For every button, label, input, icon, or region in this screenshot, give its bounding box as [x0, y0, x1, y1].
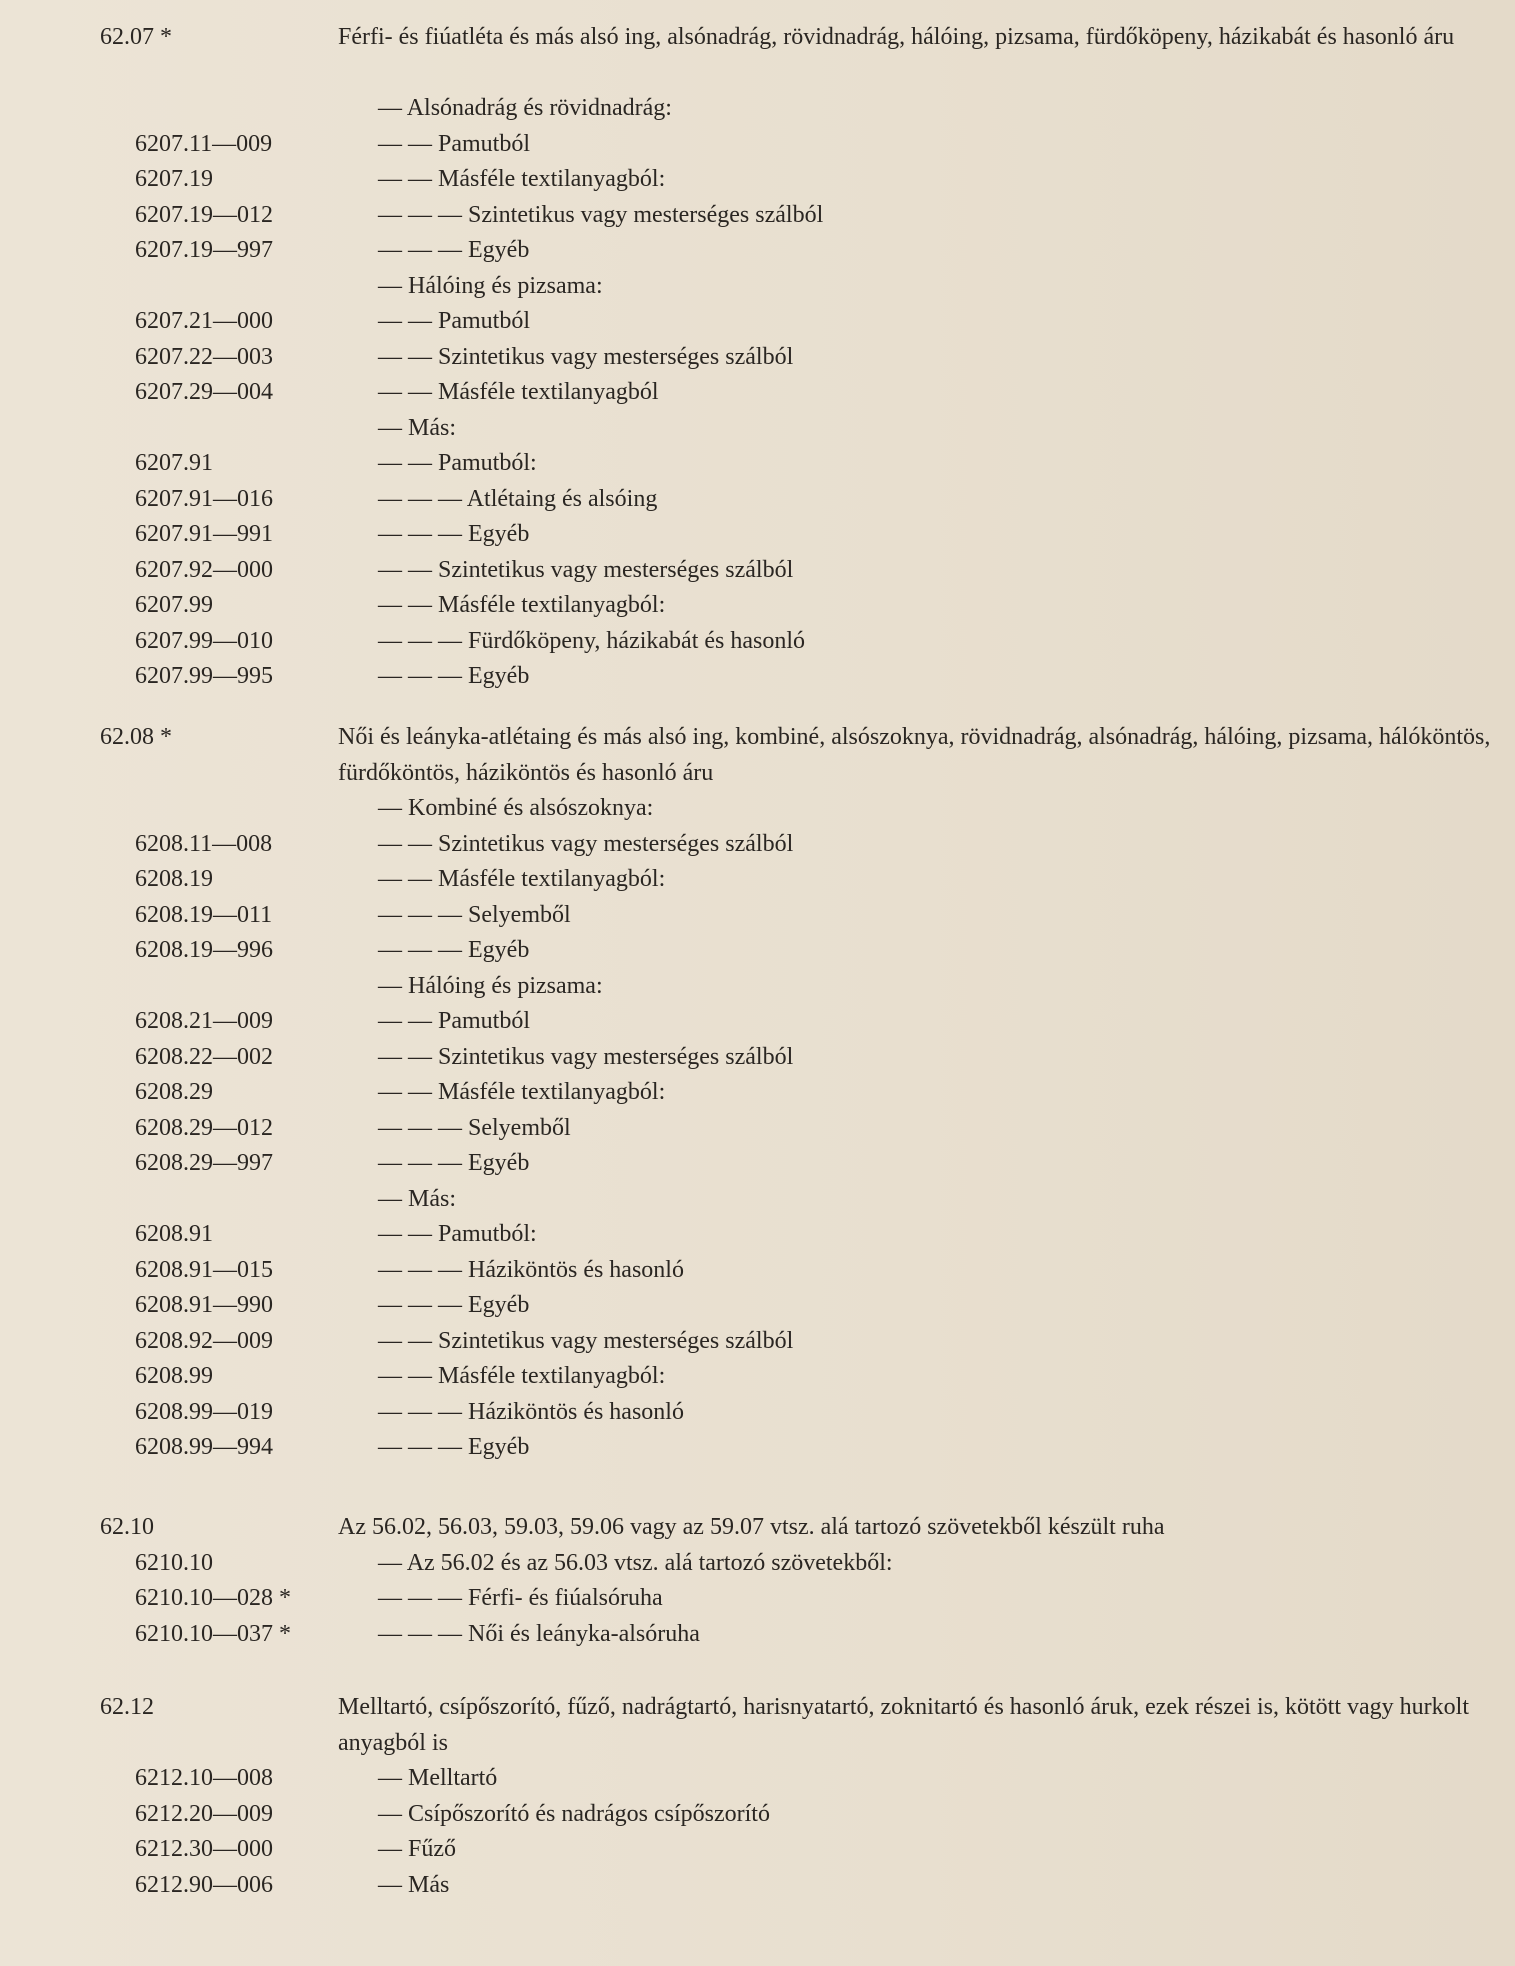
item-code: 6212.10—008	[135, 1765, 273, 1791]
heading-code: 62.08 *	[100, 724, 172, 750]
item-dashes: — — —	[378, 1434, 462, 1460]
heading-description: Férfi- és fiúatléta és más alsó ing, alsónadrág, rövidnadrág, hálóing, pizsama, fürdőköpeny, házikabát és hasonló áru	[338, 24, 1455, 50]
item-text: Más:	[408, 1185, 456, 1212]
item-dashes: — — —	[378, 485, 462, 512]
item-text: Szintetikus vagy mesterséges szálból	[438, 1043, 794, 1070]
item-description	[378, 233, 529, 269]
item-description	[378, 127, 530, 163]
item-dashes: — — —	[378, 1256, 462, 1283]
item-dashes: — —	[378, 1079, 432, 1105]
item-text: Egyéb	[468, 1292, 530, 1318]
item-dashes: — —	[378, 556, 432, 583]
item-code: 6207.19—997	[135, 237, 273, 263]
item-dashes: —	[378, 95, 402, 121]
item-text: Atlétaing és alsóing	[466, 485, 658, 512]
item-description	[378, 482, 657, 518]
item-code: 6207.99	[135, 592, 213, 618]
item-description	[378, 1617, 700, 1653]
item-text: Szintetikus vagy mesterséges szálból	[438, 556, 794, 583]
item-description	[378, 1395, 684, 1431]
item-text: Más:	[408, 414, 456, 441]
item-dashes: —	[378, 1800, 402, 1827]
item-text: Háziköntös és hasonló	[468, 1398, 684, 1425]
item-text: Másféle textilanyagból:	[438, 866, 666, 892]
item-description	[378, 1359, 665, 1395]
item-text: Férfi- és fiúalsóruha	[468, 1585, 663, 1611]
item-text: Szintetikus vagy mesterséges szálból	[438, 1327, 794, 1354]
item-description	[378, 1761, 497, 1797]
item-description	[378, 1288, 529, 1324]
item-text: Női és leányka-alsóruha	[468, 1620, 700, 1647]
item-description	[378, 446, 537, 482]
item-dashes: — —	[378, 1008, 432, 1034]
item-description	[378, 1075, 665, 1111]
item-description	[378, 1004, 530, 1040]
item-dashes: — —	[378, 343, 432, 370]
item-code: 6212.90—006	[135, 1871, 273, 1898]
item-code: 6207.99—010	[135, 627, 273, 654]
item-text: Hálóing és pizsama:	[408, 272, 603, 299]
item-dashes: — —	[378, 1043, 432, 1070]
item-description	[378, 411, 456, 447]
item-description	[378, 1146, 529, 1182]
item-dashes: — — —	[378, 937, 462, 963]
item-description	[378, 1868, 449, 1904]
item-description	[378, 304, 530, 340]
item-description	[378, 553, 793, 589]
item-dashes: — —	[378, 592, 432, 618]
item-description	[378, 1182, 456, 1218]
item-dashes: — — —	[378, 1292, 462, 1318]
item-dashes: —	[378, 272, 402, 299]
item-dashes: — — —	[378, 1398, 462, 1425]
item-text: Pamutból:	[438, 1221, 537, 1247]
item-code: 6210.10—028 *	[135, 1585, 291, 1611]
item-code: 6207.99—995	[135, 663, 273, 689]
item-text: Másféle textilanyagból:	[438, 1363, 666, 1389]
item-dashes: — — —	[378, 521, 462, 547]
item-text: Pamutból	[438, 1008, 531, 1034]
item-description	[378, 91, 672, 127]
item-code: 6208.29	[135, 1079, 213, 1105]
item-text: Egyéb	[468, 663, 530, 689]
item-dashes: — —	[378, 1363, 432, 1389]
item-code: 6207.92—000	[135, 556, 273, 583]
item-text: Fürdőköpeny, házikabát és hasonló	[468, 627, 806, 654]
item-code: 6207.21—000	[135, 308, 273, 334]
item-text: Másféle textilanyagból:	[438, 592, 666, 618]
item-description	[378, 1581, 663, 1617]
item-text: Hálóing és pizsama:	[408, 972, 603, 999]
item-description	[378, 1797, 770, 1833]
item-description	[378, 659, 529, 695]
item-code: 6207.22—003	[135, 343, 273, 370]
item-text: Csípőszorító és nadrágos csípőszorító	[408, 1800, 770, 1827]
item-code: 6208.19—011	[135, 901, 273, 928]
item-description	[378, 198, 823, 234]
item-dashes: —	[378, 1765, 402, 1791]
item-text: Kombiné és alsószoknya:	[408, 795, 654, 821]
item-text: Pamutból	[438, 130, 531, 157]
item-code: 6207.91	[135, 450, 213, 476]
item-code: 6208.99—994	[135, 1434, 273, 1460]
item-description	[378, 933, 529, 969]
heading-code: 62.07 *	[100, 24, 172, 50]
item-dashes: —	[378, 795, 402, 821]
item-description	[378, 1111, 571, 1147]
item-description	[378, 162, 665, 198]
item-code: 6208.29—012	[135, 1114, 273, 1141]
item-text: Melltartó	[408, 1765, 498, 1791]
item-text: Fűző	[408, 1836, 456, 1862]
item-code: 6212.20—009	[135, 1800, 273, 1827]
item-code: 6207.29—004	[135, 379, 273, 405]
item-text: Egyéb	[468, 1150, 530, 1176]
item-dashes: — —	[378, 166, 432, 192]
item-description	[378, 1430, 529, 1466]
item-code: 6212.30—000	[135, 1836, 273, 1862]
heading-description: Melltartó, csípőszorító, fűző, nadrágtartó, harisnyatartó, zoknitartó és hasonló áruk, ezek részei is, kötött vagy hurkolt anyagból is	[338, 1694, 1469, 1756]
item-description	[378, 1324, 793, 1360]
item-code: 6208.91—015	[135, 1256, 273, 1283]
item-dashes: —	[378, 1871, 402, 1898]
item-text: Pamutból:	[438, 450, 537, 476]
item-description	[378, 1217, 537, 1253]
item-dashes: —	[378, 1836, 402, 1862]
item-code: 6207.91—016	[135, 485, 273, 512]
item-code: 6208.21—009	[135, 1008, 273, 1034]
item-text: Egyéb	[468, 521, 530, 547]
heading-code: 62.12	[100, 1694, 154, 1720]
item-dashes: — — —	[378, 1114, 462, 1141]
item-code: 6208.19	[135, 866, 213, 892]
item-text: Másféle textilanyagból:	[438, 166, 666, 192]
item-description	[378, 517, 529, 553]
item-description	[378, 898, 571, 934]
item-dashes: — — —	[378, 1620, 462, 1647]
item-description	[378, 791, 653, 827]
item-dashes: — — —	[378, 1585, 462, 1611]
item-dashes: — — —	[378, 901, 462, 928]
item-text: Háziköntös és hasonló	[468, 1256, 684, 1283]
item-text: Egyéb	[468, 237, 530, 263]
item-text: Egyéb	[468, 1434, 530, 1460]
item-code: 6210.10	[135, 1549, 213, 1576]
item-text: Szintetikus vagy mesterséges szálból	[438, 830, 794, 857]
item-text: Másféle textilanyagból:	[438, 1079, 666, 1105]
item-dashes: — — —	[378, 1150, 462, 1176]
item-dashes: — —	[378, 379, 432, 405]
item-dashes: — —	[378, 866, 432, 892]
item-text: Egyéb	[468, 937, 530, 963]
item-description	[378, 588, 665, 624]
item-text: Másféle textilanyagból	[438, 379, 659, 405]
item-dashes: — —	[378, 450, 432, 476]
item-dashes: —	[378, 972, 402, 999]
item-text: Alsónadrág és rövidnadrág:	[406, 95, 672, 121]
heading-code: 62.10	[100, 1514, 154, 1540]
item-code: 6208.11—008	[135, 830, 273, 857]
item-dashes: — —	[378, 308, 432, 334]
item-dashes: — —	[378, 1221, 432, 1247]
item-dashes: —	[378, 1549, 402, 1576]
item-text: Szintetikus vagy mesterséges szálból	[438, 343, 794, 370]
item-dashes: — —	[378, 1327, 432, 1354]
item-text: Selyemből	[468, 1114, 571, 1141]
item-code: 6208.92—009	[135, 1327, 273, 1354]
item-text: Szintetikus vagy mesterséges szálból	[468, 201, 824, 228]
item-description	[378, 1040, 793, 1076]
item-dashes: — —	[378, 130, 432, 157]
item-description	[378, 624, 805, 660]
item-dashes: — — —	[378, 237, 462, 263]
item-text: Selyemből	[468, 901, 571, 928]
item-description	[378, 340, 793, 376]
item-dashes: —	[378, 1185, 402, 1212]
item-code: 6208.22—002	[135, 1043, 273, 1070]
item-text: Pamutból	[438, 308, 531, 334]
item-code: 6207.19—012	[135, 201, 273, 228]
item-code: 6210.10—037 *	[135, 1620, 291, 1647]
item-dashes: — —	[378, 830, 432, 857]
item-code: 6208.19—996	[135, 937, 273, 963]
item-code: 6207.19	[135, 166, 213, 192]
item-description	[378, 1832, 456, 1868]
item-code: 6207.11—009	[135, 130, 273, 157]
item-dashes: — — —	[378, 201, 462, 228]
item-description	[378, 1253, 684, 1289]
item-code: 6207.91—991	[135, 521, 273, 547]
item-description	[378, 269, 603, 305]
item-code: 6208.91	[135, 1221, 213, 1247]
item-description	[378, 1546, 893, 1582]
heading-description: Az 56.02, 56.03, 59.03, 59.06 vagy az 59.07 vtsz. alá tartozó szövetekből készült ruha	[338, 1514, 1165, 1540]
item-dashes: — — —	[378, 627, 462, 654]
item-description	[378, 862, 665, 898]
item-description	[378, 969, 603, 1005]
item-text: Az 56.02 és az 56.03 vtsz. alá tartozó szövetekből:	[406, 1549, 893, 1576]
item-dashes: — — —	[378, 663, 462, 689]
heading-description: Női és leányka-atlétaing és más alsó ing, kombiné, alsószoknya, rövidnadrág, alsónadrág, hálóing, pizsama, hálóköntös, fürdőköntös, háziköntös és hasonló áru	[338, 724, 1491, 786]
item-description	[378, 375, 659, 411]
item-description	[378, 827, 793, 863]
item-code: 6208.99—019	[135, 1398, 273, 1425]
item-code: 6208.91—990	[135, 1292, 273, 1318]
item-code: 6208.99	[135, 1363, 213, 1389]
item-text: Más	[408, 1871, 450, 1898]
item-dashes: —	[378, 414, 402, 441]
item-code: 6208.29—997	[135, 1150, 273, 1176]
